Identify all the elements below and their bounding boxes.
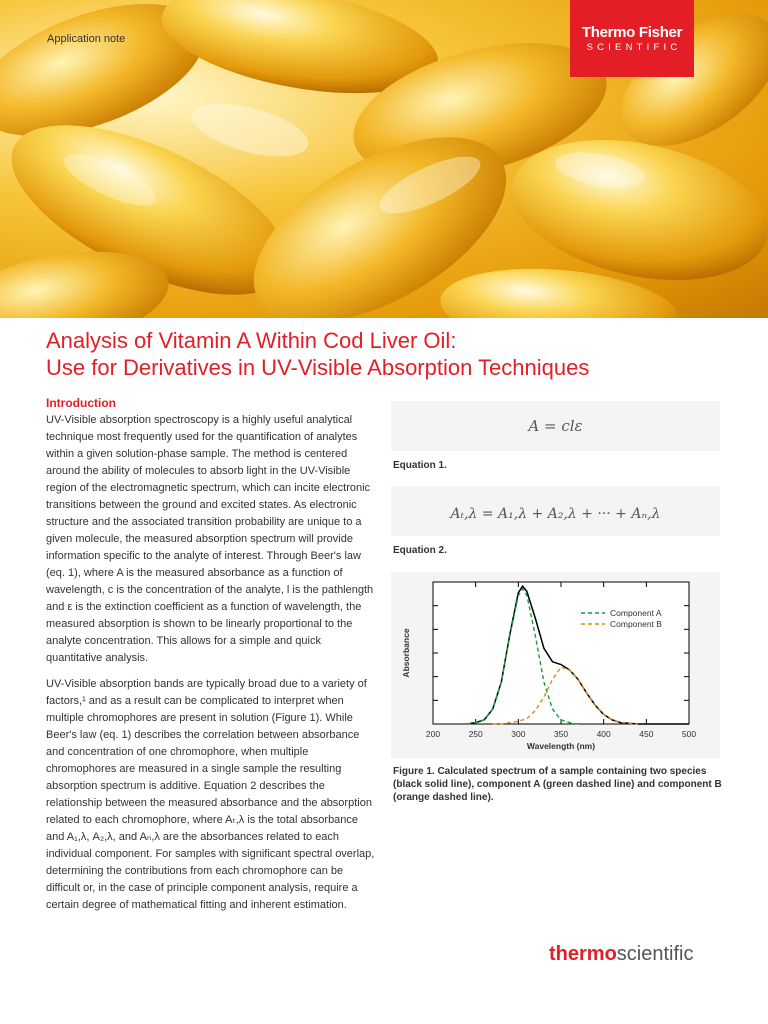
x-tick-label: 250 [468,729,483,739]
x-tick-label: 350 [553,729,569,739]
legend-entry: Component B [610,619,662,629]
thermo-scientific-logo [549,943,694,966]
figure-1-caption: Figure 1. Calculated spectrum of a sample containing two species (black solid line), component A (green dashed line) and component B (orange dashed line). [393,766,722,803]
intro-paragraph-1: UV-Visible absorption spectroscopy is a highly useful analytical technique most frequently used for the quantification of analytes within a given solution-phase sample. The method is centered around the ability of molecules to absorb light in the UV-Visible region of the electromagnetic spectrum, which can incite electronic transitions between the ground and excited states. As electronic structure and the associated transition probability are unique to a given molecule, the measured absorption spectrum will provide information specific to the analyte of interest. Through Beer's law (eq. 1), where A is the measured absorbance as a function of wavelength, c is the concentration of the analyte, l is the pathlength and ε is the extinction coefficient as a function of wavelength, the measured absorption is shown to be linearly proportional to the analyte concentration. This allows for a simple and quick quantitative analysis. [46,414,374,664]
x-tick-label: 200 [425,729,441,739]
equation-2-label: Equation 2. [393,545,447,556]
brand-subname: SCIENTIFIC [586,42,682,53]
thermo-fisher-logo [570,0,694,77]
equation-2-box [391,486,720,536]
equation-1: A = clε [528,417,583,435]
x-tick-label: 400 [596,729,611,739]
title-line-1: Analysis of Vitamin A Within Cod Liver Oil: [46,328,457,353]
body-column [46,396,378,923]
equation-1-label: Equation 1. [393,460,447,471]
title-line-2: Use for Derivatives in UV-Visible Absorption Techniques [46,355,590,380]
plot-frame [433,582,689,724]
logo-part-thermo: thermo [549,943,617,965]
x-tick-label: 450 [639,729,654,739]
hero-image [0,0,768,318]
y-axis-label: Absorbance [401,628,411,678]
figure-1-chart [391,572,720,758]
intro-paragraph-2: UV-Visible absorption bands are typically broad due to a variety of factors,¹ and as a result can be complicated to interpret when multiple chromophores are present in solution (Figure 1). While Beer's law (eq. 1) describes the correlation between absorbance and concentration of one chromophore, when multiple chromophores are measured in a single sample the resulting absorption spectrum is additive. Equation 2 describes the relationship between the measured absorbance and the absorption related to each chromophore, where Aₜ,λ is the total absorbance and A₁,λ, A₂,λ, and Aₙ,λ are the absorbances related to each individual component. For samples with significant spectral overlap, determining the contributions from each chromophore can be difficult or, in the case of principle component analysis, require a certain degree of mathematical fitting and inherent estimation. [46,678,375,911]
legend-entry: Component A [610,608,662,618]
equation-1-box [391,401,720,451]
brand-name: Thermo Fisher [581,24,683,41]
logo-part-scientific: scientific [616,943,694,965]
equation-2: Aₜ,λ = A₁,λ + A₂,λ + ··· + Aₙ,λ [450,506,661,522]
absorbance-chart [391,572,720,758]
page-title [46,327,746,381]
x-tick-label: 300 [511,729,526,739]
x-tick-label: 500 [681,729,697,739]
x-axis-label: Wavelength (nm) [526,741,596,751]
section-heading-introduction: Introduction [46,396,116,410]
document-type-label: Application note [47,33,126,45]
